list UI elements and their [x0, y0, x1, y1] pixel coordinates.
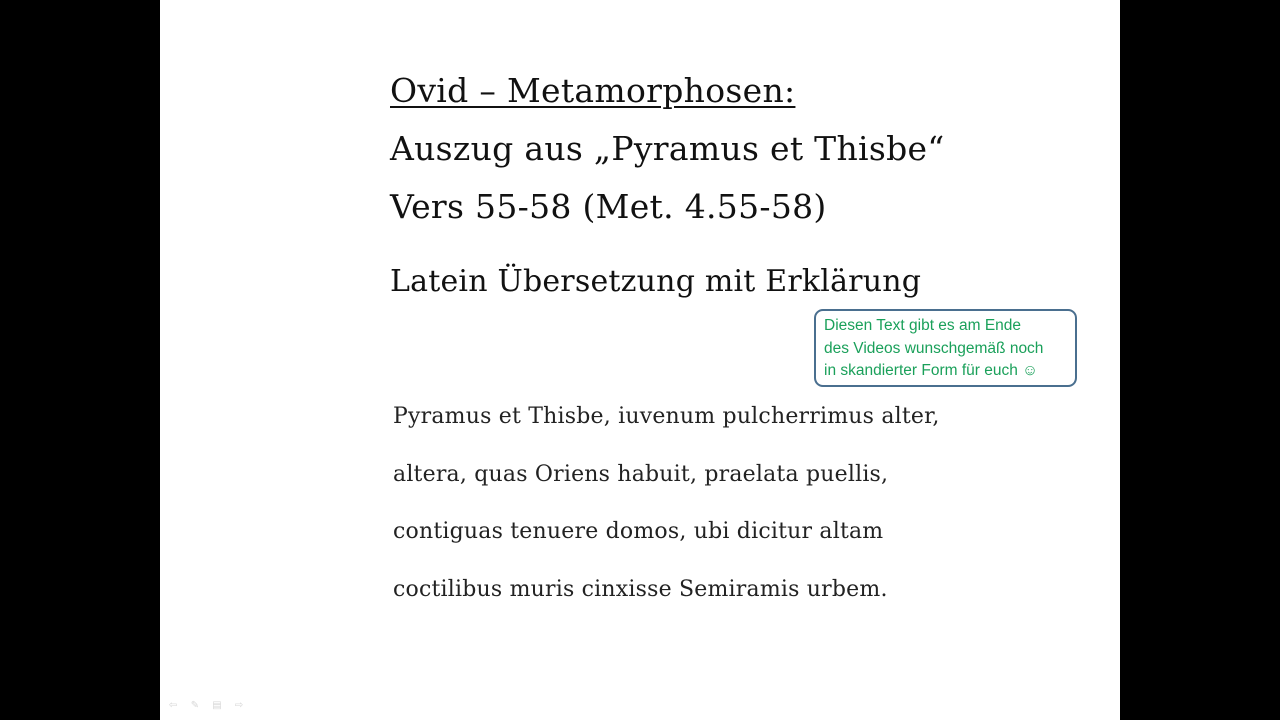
verse-line: altera, quas Oriens habuit, praelata puellis, [393, 461, 889, 487]
note-line-3: in skandierter Form für euch ☺ [824, 362, 1038, 379]
verse-line: contiguas tenuere domos, ubi dicitur altam [393, 519, 884, 544]
slide-title: Ovid – Metamorphosen: [390, 71, 796, 110]
slideshow-controls [166, 700, 246, 712]
pen-icon[interactable]: ✎ [190, 700, 200, 711]
note-line-1: Diesen Text gibt es am Ende [824, 317, 1022, 334]
note-line-2: des Videos wunschgemäß noch [824, 339, 1044, 357]
back-arrow-icon[interactable]: ⇦ [168, 700, 178, 711]
slide [160, 0, 1120, 720]
menu-icon[interactable]: ▤ [212, 700, 222, 711]
verse-line: Pyramus et Thisbe, iuvenum pulcherrimus alter, [393, 404, 940, 429]
title-block [390, 62, 945, 236]
forward-arrow-icon[interactable]: ⇨ [234, 700, 244, 711]
note-callout [814, 309, 1077, 387]
slide-title-excerpt: Auszug aus „Pyramus et Thisbe“ [390, 129, 945, 168]
slide-subtitle: Latein Übersetzung mit Erklärung [390, 264, 922, 299]
slide-title-verses: Vers 55-58 (Met. 4.55-58) [390, 187, 827, 226]
verse-line: coctilibus muris cinxisse Semiramis urbem. [393, 576, 888, 602]
latin-verses [393, 388, 940, 618]
